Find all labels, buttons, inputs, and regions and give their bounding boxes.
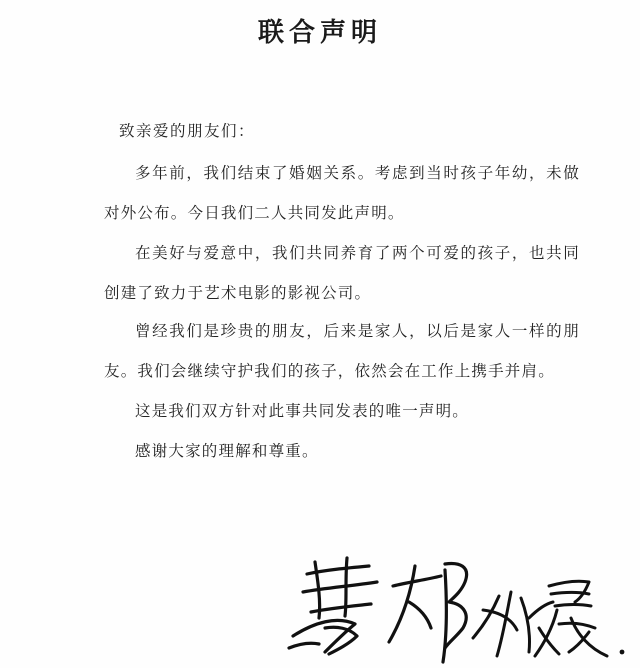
- paragraph-2: 在美好与爱意中，我们共同养育了两个可爱的孩子，也共同创建了致力于艺术电影的影视公司。: [104, 244, 580, 302]
- paragraph-4: 这是我们双方针对此事共同发表的唯一声明。: [135, 402, 470, 420]
- document-title: 联合声明: [257, 18, 382, 48]
- paragraph-3: 曾经我们是珍贵的朋友，后来是家人，以后是家人一样的朋友。我们会继续守护我们的孩子，依然会在工作上携手并肩。: [104, 322, 580, 380]
- paragraph-5: 感谢大家的理解和尊重。: [135, 442, 319, 460]
- salutation: 致亲爱的朋友们：: [119, 122, 256, 140]
- signature-1-glyph-2: [389, 564, 467, 662]
- signature-1-glyph: [289, 558, 377, 654]
- signature-2-glyph: [473, 592, 559, 656]
- signature-2-glyph-2: [535, 581, 607, 656]
- handwritten-signatures: [285, 552, 630, 664]
- paragraph-1: 多年前，我们结束了婚姻关系。考虑到当时孩子年幼，未做对外公布。今日我们二人共同发此声明。: [104, 164, 580, 222]
